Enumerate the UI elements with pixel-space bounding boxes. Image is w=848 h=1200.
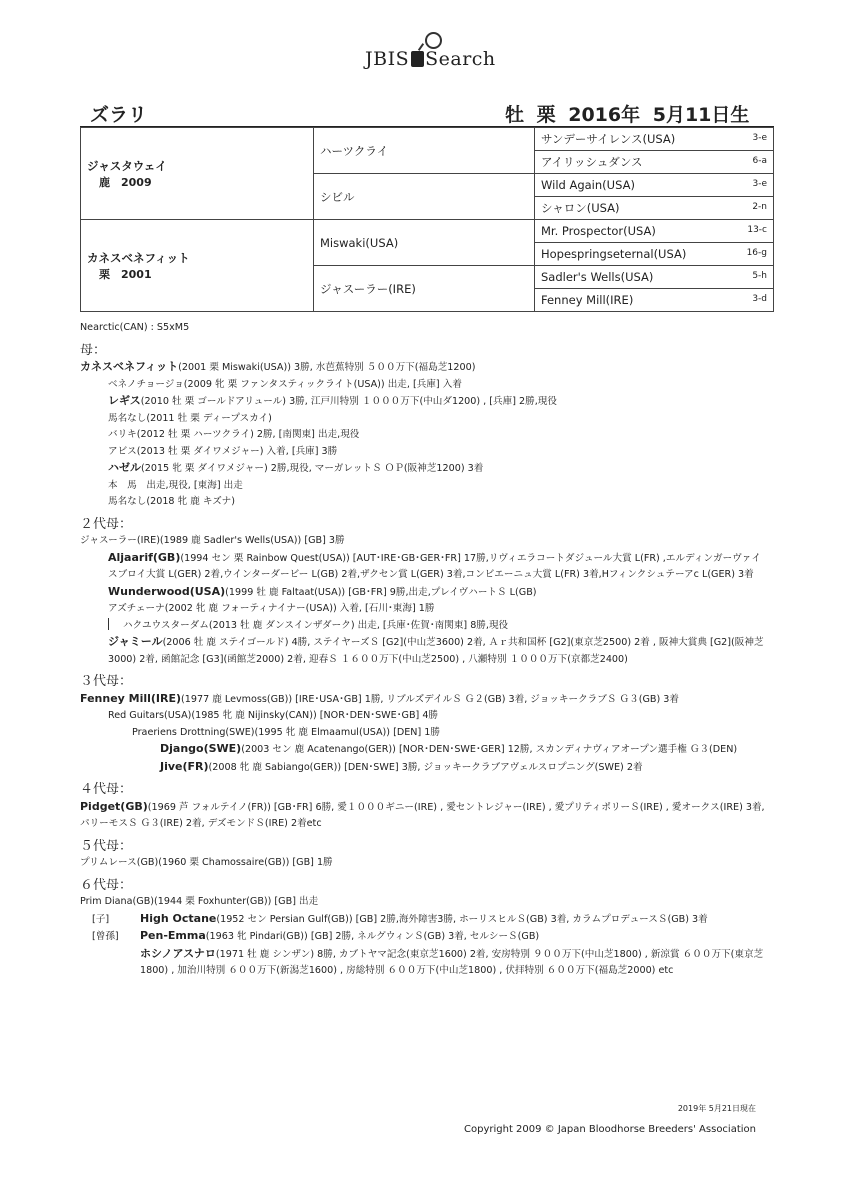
record-text: (2008 牝 鹿 Sabiango(GER)) [DEN･SWE] 3勝, ジョッキークラブアヴェルスロプニング(SWE) 2着 xyxy=(208,761,643,773)
horse-link[interactable]: ホシノアスナロ xyxy=(140,946,216,960)
grandsire-cell[interactable]: Miswaki(USA) xyxy=(314,220,535,266)
section-heading: ４代母： xyxy=(80,782,133,797)
record-line xyxy=(80,741,770,759)
record-line xyxy=(80,928,770,946)
section-heading: ２代母： xyxy=(80,516,133,532)
record-line xyxy=(80,946,770,980)
family-number: 2-n xyxy=(752,202,767,212)
horse-link[interactable]: Wunderwood(USA) xyxy=(108,584,226,598)
family-record xyxy=(80,320,770,980)
record-text: (1963 牝 Pindari(GB)) [GB] 2勝, ネルグウィンＳ(GB) 3着, セルシーＳ(GB) xyxy=(205,931,540,942)
record-line xyxy=(80,550,770,584)
dam-detail: 栗 2001 xyxy=(99,267,152,281)
family-number: 5-h xyxy=(752,271,767,281)
great-name: Sadler's Wells(USA) xyxy=(541,270,654,284)
record-text: (2010 牡 栗 ゴールドアリュール) 3勝, 江戸川特別 １０００万下(中山ダ1200) , [兵庫] 2勝,現役 xyxy=(140,396,557,407)
horse-link[interactable]: Fenney Mill(IRE) xyxy=(80,691,182,705)
as-of-date: 2019年 5月21日現在 xyxy=(677,1104,756,1113)
pedigree-table xyxy=(80,127,774,312)
record-line xyxy=(80,460,770,478)
tree-connector xyxy=(108,618,109,630)
record-line: アズチェーナ(2002 牝 鹿 フォーティナイナー(USA)) 入着, [石川･東海] 1勝 xyxy=(108,603,435,614)
sire-detail: 鹿 2009 xyxy=(99,175,152,189)
horse-link[interactable]: レギス xyxy=(108,394,141,407)
great-cell[interactable] xyxy=(535,151,774,174)
horse-info: 牡 栗 2016年 5月11日生 xyxy=(505,104,750,126)
record-line: プリムレース(GB)(1960 栗 Chamossaire(GB)) [GB] 1勝 xyxy=(80,857,333,868)
dam-cell[interactable] xyxy=(81,220,314,312)
record-text: (1971 牡 鹿 シンザン) 8勝, カブトヤマ記念(東京芝1600) 2着, 安房特別 ９００万下(中山芝1800) , 新涼賞 ６００万下(東京芝1800) , 加治川特別 ６００万下(新潟芝1600) , 房総特別 ６００万下(中山芝1800) , 伏拝特別 ６００万下(福島芝2000) etc xyxy=(140,948,764,976)
horse-link[interactable]: Pen-Emma xyxy=(140,929,206,942)
record-text: (2001 栗 Miswaki(USA)) 3勝, 水芭蕉特別 ５００万下(福島芝1200) xyxy=(178,362,476,373)
horse-link[interactable]: ジャミール xyxy=(108,635,163,648)
record-text: (1999 牡 鹿 Faltaat(USA)) [GB･FR] 9勝,出走,プレイヴハートＳ L(GB) xyxy=(225,586,537,598)
record-line xyxy=(80,359,770,377)
great-name: Fenney Mill(IRE) xyxy=(541,293,634,307)
record-line xyxy=(80,799,770,833)
relation-tag: [子] xyxy=(92,913,110,925)
record-text: (2003 セン 鹿 Acatenango(GER)) [NOR･DEN･SWE･GER] 12勝, スカンディナヴィアオープン選手権 Ｇ３(DEN) xyxy=(241,744,738,755)
family-number: 3-d xyxy=(752,294,767,304)
family-number: 16-g xyxy=(746,248,767,258)
horse-link[interactable]: Pidget(GB) xyxy=(80,799,148,813)
record-text: (1969 芦 フォルテイノ(FR)) [GB･FR] 6勝, 愛１０００ギニー(IRE) , 愛セントレジャー(IRE) , 愛プリティポリーＳ(IRE) , 愛オークス(IRE) 3着, パリーモスＳ Ｇ３(IRE) 2着, デズモンドＳ(IRE) 2着etc xyxy=(80,801,765,829)
horse-link[interactable]: Aljaarif(GB) xyxy=(108,550,181,564)
horse-link[interactable]: High Octane xyxy=(140,911,217,925)
record-text: (1994 セン 栗 Rainbow Quest(USA)) [AUT･IRE･GB･GER･FR] 17勝,リヴィエラコートダジュール大賞 L(FR) ,エルディンガーヴァイスブロイ大賞 L(GER) 2着,ウインターダービー L(GB) 2着,ザクセン賞 L(GER) 3着,コンビエーニュ大賞 L(FR) 3着,Hフィンクシュテーアc L(GER) 3着 xyxy=(108,552,761,580)
section-heading: ５代母： xyxy=(80,838,133,854)
record-line xyxy=(80,393,770,411)
dam-name: カネスベネフィット xyxy=(87,250,190,265)
record-line xyxy=(80,759,770,777)
family-number: 6-a xyxy=(752,156,767,166)
record-line: 馬名なし(2018 牝 鹿 キズナ) xyxy=(108,496,236,507)
relation-tag: [曾孫] xyxy=(92,931,119,942)
magnifier-handle xyxy=(418,43,424,51)
great-name: サンデーサイレンス(USA) xyxy=(541,132,676,146)
jbis-logo xyxy=(365,48,496,70)
sire-cell[interactable] xyxy=(81,128,314,220)
family-number: 3-e xyxy=(752,179,767,189)
horse-link[interactable]: Django(SWE) xyxy=(160,742,242,755)
horse-link[interactable]: Jive(FR) xyxy=(160,759,209,773)
great-cell[interactable] xyxy=(535,128,774,151)
record-line: Prim Diana(GB)(1944 栗 Foxhunter(GB)) [GB] 出走 xyxy=(80,896,319,907)
great-name: Hopespringseternal(USA) xyxy=(541,247,687,261)
sire-name: ジャスタウェイ xyxy=(87,158,167,173)
record-text: (1952 セン Persian Gulf(GB)) [GB] 2勝,海外障害3勝, ホーリスヒルＳ(GB) 3着, カラムプロデュースＳ(GB) 3着 xyxy=(216,913,708,925)
inbreeding-note: Nearctic(CAN) : S5xM5 xyxy=(80,322,190,333)
logo-text-search: Search xyxy=(425,48,496,70)
section-heading: ６代母： xyxy=(80,877,133,893)
great-name: アイリッシュダンス xyxy=(541,155,643,169)
record-line xyxy=(80,634,770,668)
magnifier-icon xyxy=(425,32,442,49)
grandsire-cell[interactable]: シビル xyxy=(314,174,535,220)
section-heading: 母： xyxy=(80,342,107,358)
grandsire-cell[interactable]: ジャスーラー(IRE) xyxy=(314,266,535,312)
great-cell[interactable] xyxy=(535,289,774,312)
record-line: 馬名なし(2011 牡 栗 ディープスカイ) xyxy=(108,412,272,424)
family-number: 13-c xyxy=(747,225,767,235)
great-cell[interactable] xyxy=(535,243,774,266)
great-name: Wild Again(USA) xyxy=(541,178,635,192)
great-cell[interactable] xyxy=(535,174,774,197)
logo-text-jbis: JBIS xyxy=(365,48,410,70)
record-text: (2006 牡 鹿 ステイゴールド) 4勝, ステイヤーズＳ [G2](中山芝3600) 2着, Ａｒ共和国杯 [G2](東京芝2500) 2着 , 阪神大賞典 [G2](阪神芝3000) 2着, 函館記念 [G3](函館芝2000) 2着, 迎春Ｓ １６００万下(中山芝2500) , 八瀬特別 １０００万下(京都芝2400) xyxy=(108,637,764,665)
section-heading: ３代母： xyxy=(80,674,133,689)
record-text: (2015 牝 栗 ダイワメジャー) 2勝,現役, マーガレットＳ ＯＰ(阪神芝1200) 3着 xyxy=(141,463,484,474)
horse-link[interactable]: カネスベネフィット xyxy=(80,360,179,373)
record-line: バリキ(2012 牡 栗 ハーツクライ) 2勝, [南関東] 出走,現役 xyxy=(108,429,360,440)
grandsire-cell[interactable]: ハーツクライ xyxy=(314,128,535,174)
record-line: 本 馬 出走,現役, [東海] 出走 xyxy=(108,479,243,491)
great-cell[interactable] xyxy=(535,266,774,289)
record-line: Red Guitars(USA)(1985 牝 鹿 Nijinsky(CAN)) [NOR･DEN･SWE･GB] 4勝 xyxy=(108,710,439,721)
family-number: 3-e xyxy=(752,133,767,143)
record-line xyxy=(80,584,770,602)
logo-mark-icon xyxy=(411,51,424,67)
record-line: ジャスーラー(IRE)(1989 鹿 Sadler's Wells(USA)) [GB] 3勝 xyxy=(80,535,345,546)
record-text: ハクユウスターダム(2013 牡 鹿 ダンスインザダーク) 出走, [兵庫･佐賀･南関東] 8勝,現役 xyxy=(123,619,509,631)
great-name: Mr. Prospector(USA) xyxy=(541,224,656,238)
record-line xyxy=(80,911,770,929)
horse-link[interactable]: ハゼル xyxy=(108,461,141,474)
record-line xyxy=(80,618,770,635)
record-line: アビス(2013 牡 栗 ダイワメジャー) 入着, [兵庫] 3勝 xyxy=(108,445,338,457)
record-line xyxy=(80,691,770,709)
great-cell[interactable] xyxy=(535,197,774,220)
great-name: シャロン(USA) xyxy=(541,201,620,215)
great-cell[interactable] xyxy=(535,220,774,243)
record-text: (1977 鹿 Levmoss(GB)) [IRE･USA･GB] 1勝, リブルズデイルＳ Ｇ２(GB) 3着, ジョッキークラブＳ Ｇ３(GB) 3着 xyxy=(181,693,679,705)
record-line: Praeriens Drottning(SWE)(1995 牝 鹿 Elmaamul(USA)) [DEN] 1勝 xyxy=(132,726,440,738)
horse-name: ズラリ xyxy=(90,104,148,126)
copyright: Copyright 2009 © Japan Bloodhorse Breeders' Association xyxy=(464,1124,756,1135)
record-line: ベネノチョージョ(2009 牝 栗 ファンタスティックライト(USA)) 出走, [兵庫] 入着 xyxy=(108,378,462,390)
